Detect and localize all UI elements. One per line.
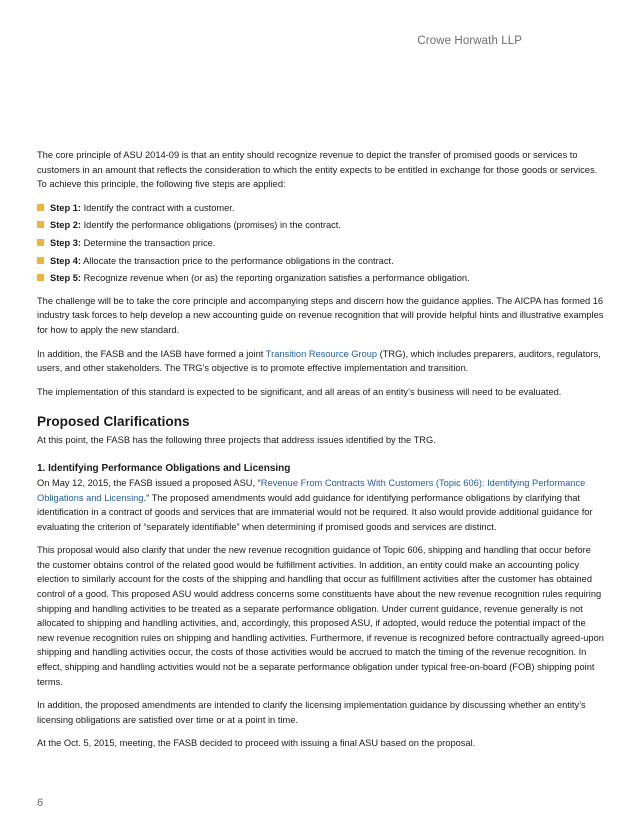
step-text: Recognize revenue when (or as) the reporting organization satisfies a performance obligation. (81, 273, 470, 284)
steps-list (37, 201, 605, 286)
subsection-paragraph-3: In addition, the proposed amendments are intended to clarify the licensing implementation guidance by discussing whether an entity’s licensing obligations are satisfied over time or at a point in time. (37, 700, 586, 725)
square-bullet-icon (37, 274, 44, 281)
asu-link[interactable]: Revenue From Contracts With Customers (Topic 606): Identifying Performance Obligations and Licensing (37, 477, 586, 503)
trg-text-before: In addition, the FASB and the IASB have formed a joint (37, 348, 266, 359)
header-firm-name: Crowe Horwath LLP (417, 35, 522, 47)
square-bullet-icon (37, 257, 44, 264)
section-heading: Proposed Clarifications (37, 414, 190, 430)
trg-paragraph (37, 347, 605, 376)
asu-text-after: .” The proposed amendments would add guidance for identifying performance obligations by clarifying that identification in a contract of goods and services that are immaterial would not be required. It also would provide additional guidance for evaluating the criterion of “separately identifiable” when determining if promised goods and services are distinct. (37, 492, 593, 532)
step-text: Identify the performance obligations (promises) in the contract. (81, 220, 341, 231)
step-label: Step 3: (50, 237, 81, 248)
subsection-heading: 1. Identifying Performance Obligations and Licensing (37, 462, 291, 474)
step-label: Step 4: (50, 255, 81, 266)
square-bullet-icon (37, 204, 44, 211)
list-item (37, 254, 605, 269)
list-item (37, 201, 605, 216)
trg-text-after: (TRG), which includes preparers, auditors, regulators, users, and other stakeholders. The TRG’s objective is to promote effective implementation and transition. (37, 348, 601, 374)
trg-link[interactable]: Transition Resource Group (265, 348, 378, 359)
section-intro: At this point, the FASB has the following three projects that address issues identified by the TRG. (37, 435, 436, 446)
step-text: Determine the transaction price. (81, 237, 216, 248)
subsection-paragraph-2: This proposal would also clarify that under the new revenue recognition guidance of Topic 606, shipping and handling that occur before the customer obtains control of the related good would be fulfillment activities. In addition, an entity could make an accounting policy election to similarly account for the costs of the shipping and handling that occur as fulfillment activities after the customer has obtained control of a good. This proposed ASU would address concerns some constituents have about the new revenue recognition rules requiring shipping and handling activities to be treated as a separate performance obligation. Under current guidance, revenue generally is not allocated to shipping and handling activities, and, accordingly, this proposed ASU, if adopted, would reduce the potential impact of the new revenue recognition rules on shipping and handling activities. Furthermore, if revenue is recognized before contractually agreed-upon shipping and handling activities occur, the costs of those activities would be accrued to match the timing of the revenue recognition. In effect, shipping and handling activities would not be a separate performance obligation under typical free-on-board (FOB) shipping point terms. (37, 545, 604, 687)
step-text: Allocate the transaction price to the performance obligations in the contract. (81, 255, 394, 266)
list-item (37, 218, 605, 233)
list-item (37, 236, 605, 251)
list-item (37, 271, 605, 286)
page-number: 6 (37, 797, 44, 809)
step-label: Step 5: (50, 273, 81, 284)
implementation-paragraph: The implementation of this standard is expected to be significant, and all areas of an entity’s business will need to be evaluated. (37, 386, 562, 397)
subsection-paragraph-4: At the Oct. 5, 2015, meeting, the FASB decided to proceed with issuing a final ASU based on the proposal. (37, 738, 476, 749)
challenge-paragraph: The challenge will be to take the core principle and accompanying steps and discern how the guidance applies. The AICPA has formed 16 industry task forces to help develop a new accounting guide on revenue recognition that will provide helpful hints and illustrative examples for how to apply the new standard. (37, 295, 604, 335)
step-label: Step 2: (50, 220, 81, 231)
step-text: Identify the contract with a customer. (81, 202, 235, 213)
step-label: Step 1: (50, 202, 81, 213)
page-content (37, 148, 605, 760)
subsection-paragraph-1 (37, 476, 605, 534)
square-bullet-icon (37, 239, 44, 246)
square-bullet-icon (37, 221, 44, 228)
intro-paragraph: The core principle of ASU 2014-09 is that an entity should recognize revenue to depict the transfer of promised goods or services to customers in an amount that reflects the consideration to which the entity expects to be entitled in exchange for those goods or services. To achieve this principle, the following five steps are applied: (37, 150, 598, 190)
asu-text-before: On May 12, 2015, the FASB issued a proposed ASU, “ (37, 477, 261, 488)
